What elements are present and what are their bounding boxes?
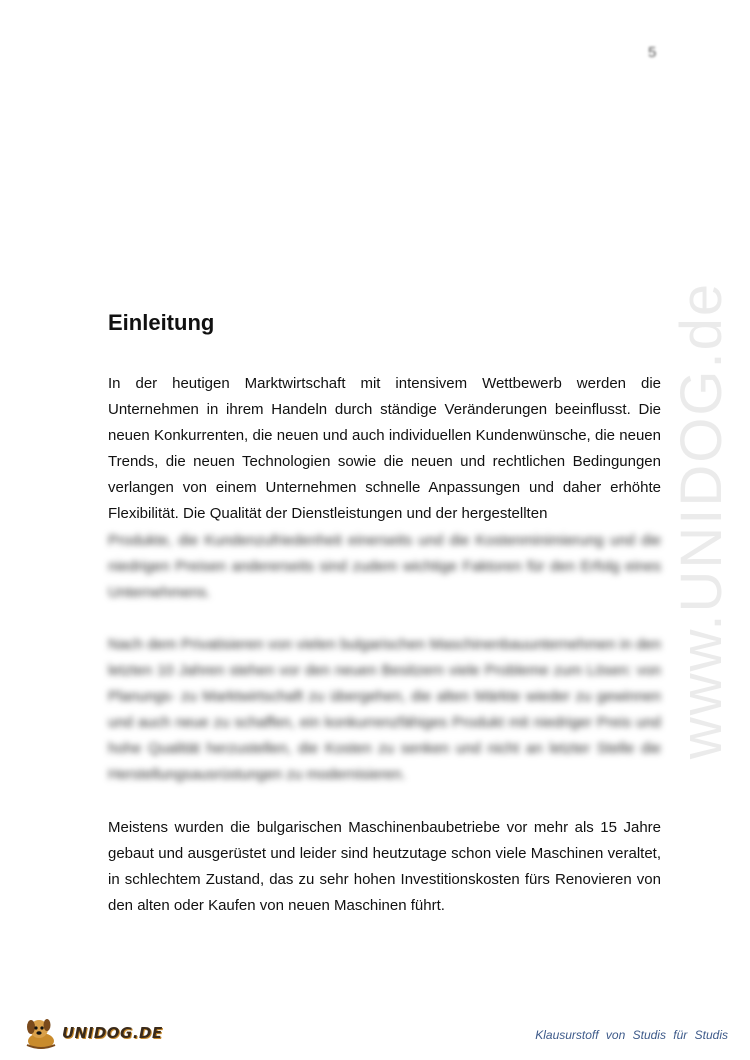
section-heading: Einleitung xyxy=(108,310,215,335)
unidog-logo xyxy=(22,1015,163,1051)
footer-tagline: Klausurstoff von Studis für Studis xyxy=(535,1028,728,1042)
watermark-text: www.UNIDOG.de xyxy=(669,281,735,759)
paragraph-3-blurred: Nach dem Privatisieren von vielen bulgarischen Maschinenbauunternehmen in den letzten 10 Jahren stehen vor den neuen Besitzern viele Probleme zum Lösen: von Planungs- zu Marktwirtschaft zu übergehen, die alten Märkte wieder zu gewinnen und auch neue zu schaffen, ein konkurrenzfähiges Produkt mit niedriger Preis und hohe Qualität herzustellen, die Kosten zu senken und nicht an letzter Stelle die Herstellungsausrüstungen zu modernisieren. xyxy=(108,636,661,783)
logo-text: UNIDOG.DE xyxy=(62,1024,163,1042)
paragraph-4: Meistens wurden die bulgarischen Maschinenbaubetriebe vor mehr als 15 Jahre gebaut und ausgerüstet und leider sind heutzutage schon viele Maschinen veraltet, in schlechtem Zustand, das zu sehr hohen Investitionskosten fürs Renovieren von den alten oder Kaufen von neuen Maschinen führt. xyxy=(108,819,661,914)
dog-mascot-icon xyxy=(22,1015,60,1051)
page-number: 5 xyxy=(648,44,657,61)
paragraph-1: In der heutigen Marktwirtschaft mit intensivem Wettbewerb werden die Unternehmen in ihrem Handeln durch ständige Veränderungen beeinflusst. Die neuen Konkurrenten, die neuen und auch individuellen Kundenwünsche, die neuen Trends, die neuen Technologien sowie die neuen und rechtlichen Bedingungen verlangen von einem Unternehmen schnelle Anpassungen und daher erhöhte Flexibilität. Die Qualität der Dienstleistungen und der hergestellten xyxy=(108,375,661,522)
paragraph-2-blurred: Produkte, die Kundenzufriedenheit einerseits und die Kostenminimierung und die niedrigen Preisen andererseits sind zudem wichtige Faktoren für den Erfolg eines Unternehmens. xyxy=(108,532,661,601)
